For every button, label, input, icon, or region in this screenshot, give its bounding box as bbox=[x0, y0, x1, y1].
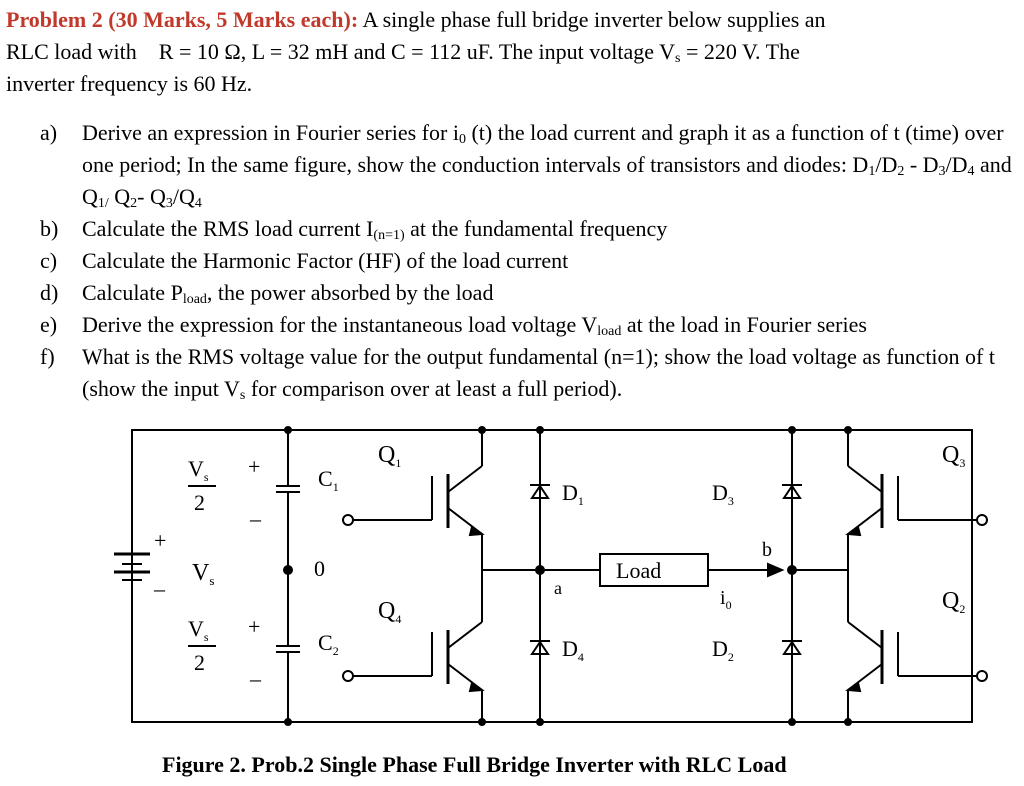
vs-subscript: s bbox=[675, 51, 681, 66]
question-f bbox=[40, 341, 1015, 405]
question-list bbox=[40, 117, 1015, 405]
q3-transistor bbox=[848, 430, 987, 570]
q4-transistor bbox=[448, 570, 482, 722]
node-dot bbox=[845, 427, 851, 433]
c1-label: $C_1$ bbox=[318, 466, 339, 494]
d4-label: $D_4$ bbox=[562, 636, 584, 664]
question-label: e) bbox=[40, 312, 58, 337]
sub: 3 bbox=[165, 196, 173, 211]
q4-label: $Q_4$ bbox=[378, 598, 402, 626]
sub: 4 bbox=[194, 196, 202, 211]
sub: (n=1) bbox=[373, 228, 405, 243]
question-label: d) bbox=[40, 280, 59, 305]
question-label: c) bbox=[40, 248, 58, 273]
sub: 3 bbox=[938, 164, 946, 179]
q1-transistor bbox=[448, 430, 482, 570]
question-c-text: Calculate the Harmonic Factor (HF) of the load current bbox=[82, 248, 569, 273]
txt: /D bbox=[875, 152, 898, 177]
txt: - D bbox=[904, 152, 939, 177]
lower-vs-half-num: $V_s$ bbox=[188, 616, 209, 644]
problem-line2b: R = 10 Ω, L = 32 mH and C = 112 uF. The input voltage V bbox=[158, 39, 676, 64]
node-dot bbox=[479, 427, 485, 433]
io-subscript: 0 bbox=[458, 132, 466, 147]
upper-vs-half-den: 2 bbox=[194, 490, 205, 515]
midpoint-zero-label: 0 bbox=[314, 556, 325, 581]
inverter-circuit-diagram bbox=[92, 418, 1004, 748]
lower-vs-half-den: 2 bbox=[194, 650, 205, 675]
d3-label: $D_3$ bbox=[712, 480, 734, 508]
problem-line1: A single phase full bridge inverter below supplies an bbox=[362, 7, 826, 32]
node-dot bbox=[479, 719, 485, 725]
txt: /Q bbox=[172, 184, 195, 209]
sub: 4 bbox=[967, 164, 975, 179]
problem-line2a: RLC load with bbox=[6, 39, 137, 64]
txt: at the load in Fourier series bbox=[621, 312, 867, 337]
question-f-text: What is the RMS voltage value for the output fundamental (n=1); show the load voltage as function of t (show the input V bbox=[82, 344, 995, 401]
lower-cap-minus: – bbox=[250, 666, 261, 691]
node-b-label: b bbox=[762, 539, 772, 561]
txt: Q bbox=[108, 184, 131, 209]
question-e-text: Derive the expression for the instantaneous load voltage V bbox=[82, 312, 598, 337]
question-d bbox=[40, 277, 1015, 309]
sub: load bbox=[182, 292, 207, 307]
problem-statement bbox=[6, 4, 1016, 100]
question-b bbox=[40, 213, 1015, 245]
problem-line2c: = 220 V. The bbox=[680, 39, 800, 64]
current-arrow bbox=[768, 564, 782, 576]
sub: load bbox=[597, 324, 622, 339]
q1-label: $Q_1$ bbox=[378, 442, 402, 470]
question-a bbox=[40, 117, 1015, 213]
problem-heading: Problem 2 (30 Marks, 5 Marks each): bbox=[6, 7, 359, 32]
question-d-text: Calculate P bbox=[82, 280, 183, 305]
txt: , the power absorbed by the load bbox=[206, 280, 494, 305]
right-diode-column bbox=[782, 427, 848, 725]
problem-line3: inverter frequency is 60 Hz. bbox=[6, 71, 253, 96]
io-label: $i_0$ bbox=[720, 587, 732, 612]
left-diode-column bbox=[482, 427, 600, 725]
source-plus: + bbox=[154, 528, 167, 553]
source-vs-label: $V_s$ bbox=[192, 560, 215, 588]
question-label: a) bbox=[40, 120, 58, 145]
load-label: Load bbox=[616, 558, 662, 583]
upper-cap-plus: + bbox=[248, 454, 261, 479]
q2-transistor bbox=[848, 570, 987, 722]
d2-label: $D_2$ bbox=[712, 636, 734, 664]
txt: for comparison over at least a full period). bbox=[245, 376, 623, 401]
source-minus: – bbox=[154, 576, 165, 601]
question-a-text: Derive an expression in Fourier series for i bbox=[82, 120, 459, 145]
question-c bbox=[40, 245, 1015, 277]
figure-caption: Figure 2. Prob.2 Single Phase Full Bridge Inverter with RLC Load bbox=[162, 752, 787, 777]
c2-label: $C_2$ bbox=[318, 630, 339, 658]
question-e bbox=[40, 309, 1015, 341]
d1-label: $D_1$ bbox=[562, 480, 584, 508]
sub: 1/ bbox=[97, 196, 109, 211]
capacitor-branch bbox=[276, 427, 300, 725]
txt: - Q bbox=[137, 184, 166, 209]
q2-label: $Q_2$ bbox=[942, 588, 966, 616]
node-dot bbox=[845, 719, 851, 725]
upper-cap-minus: – bbox=[250, 506, 261, 531]
sub: s bbox=[239, 388, 246, 403]
txt: and Q bbox=[82, 152, 1012, 209]
question-a-text-2: (t) the load current and graph it as a function of t (time) over one period; In the same figure, show the conduction intervals of transistors and diodes: D bbox=[82, 120, 1004, 177]
sub: 2 bbox=[897, 164, 905, 179]
question-label: b) bbox=[40, 216, 59, 241]
node-a-label: a bbox=[554, 578, 562, 598]
upper-vs-half-num: $V_s$ bbox=[188, 456, 209, 484]
lower-cap-plus: + bbox=[248, 614, 261, 639]
q3-label: $Q_3$ bbox=[942, 442, 966, 470]
question-label: f) bbox=[40, 344, 55, 369]
question-b-text: Calculate the RMS load current I bbox=[82, 216, 374, 241]
txt: at the fundamental frequency bbox=[404, 216, 668, 241]
sub: 2 bbox=[130, 196, 138, 211]
left-gate-wires bbox=[343, 476, 432, 681]
sub: 1 bbox=[868, 164, 876, 179]
txt: /D bbox=[945, 152, 968, 177]
